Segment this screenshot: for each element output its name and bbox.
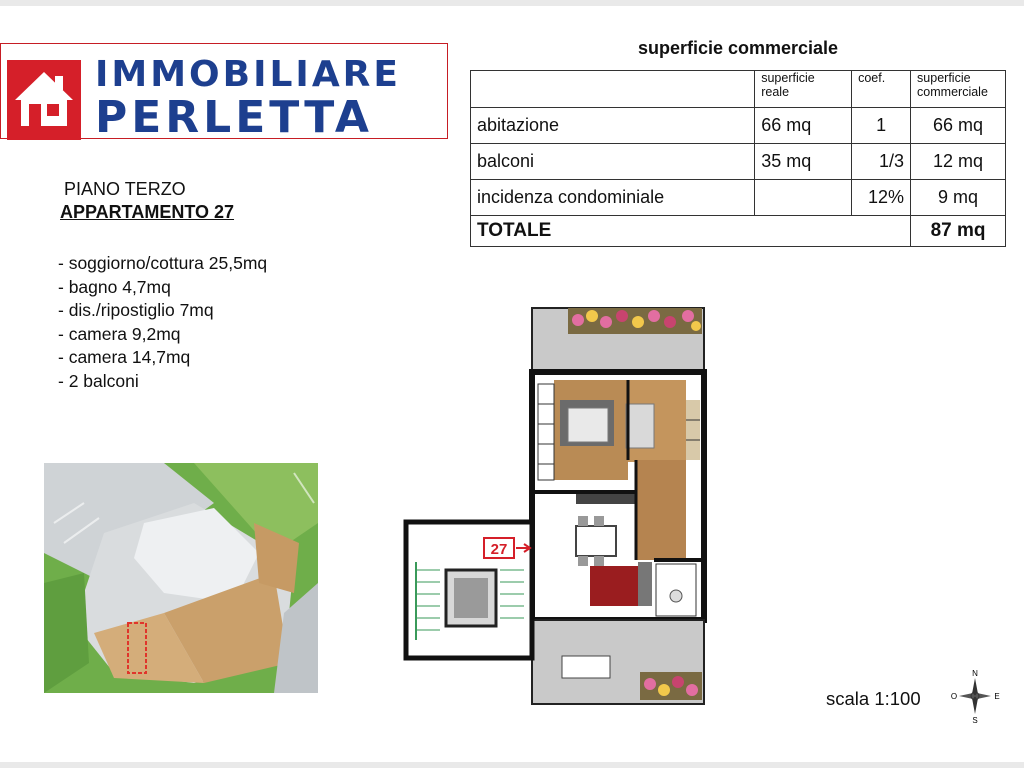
logo-line2: PERLETTA <box>95 92 373 143</box>
row-label: abitazione <box>471 108 755 144</box>
header-empty <box>471 71 755 108</box>
room-list <box>58 252 267 393</box>
top-border <box>0 0 1024 6</box>
header-superficie-commerciale: superficie commerciale <box>911 71 1006 108</box>
table-title: superficie commerciale <box>637 38 839 58</box>
list-item: - bagno 4,7mq <box>58 276 171 297</box>
building-aerial-image <box>44 463 318 693</box>
row-commerciale: 9 mq <box>911 180 1006 216</box>
compass-n: N <box>972 669 978 678</box>
compass-s: S <box>972 716 978 724</box>
row-label: incidenza condominiale <box>471 180 755 216</box>
table-total-row <box>471 216 1006 247</box>
compass-o: O <box>950 692 958 701</box>
surface-table <box>470 70 1006 247</box>
row-coef: 12% <box>852 180 911 216</box>
scale-label: scala 1:100 <box>826 688 921 709</box>
logo-line1: IMMOBILIARE <box>95 54 401 95</box>
list-item: - soggiorno/cottura 25,5mq <box>58 253 268 273</box>
compass-rose-icon <box>950 668 1000 724</box>
list-item: - camera 14,7mq <box>58 347 191 367</box>
flower-planter-bottom <box>640 672 702 700</box>
list-item: - 2 balconi <box>58 370 139 391</box>
row-reale: 35 mq <box>755 144 852 180</box>
bottom-border <box>0 762 1024 768</box>
house-icon <box>7 60 81 140</box>
table-row <box>471 180 1006 216</box>
header-coef: coef. <box>852 71 911 108</box>
row-coef: 1 <box>852 108 911 144</box>
compass-e: E <box>994 692 1000 701</box>
row-label: balconi <box>471 144 755 180</box>
floor-plan <box>400 300 720 710</box>
floor-label: PIANO TERZO <box>64 179 186 199</box>
list-item: - camera 9,2mq <box>58 323 181 344</box>
list-item: - dis./ripostiglio 7mq <box>58 300 214 320</box>
row-reale: 66 mq <box>755 108 852 144</box>
header-superficie-reale: superficie reale <box>755 71 852 108</box>
table-row <box>471 144 1006 180</box>
row-commerciale: 66 mq <box>911 108 1006 144</box>
flower-planter-top <box>568 308 702 334</box>
row-reale <box>755 180 852 216</box>
total-value: 87 mq <box>911 216 1006 247</box>
apartment-label: APPARTAMENTO 27 <box>60 202 235 222</box>
table-header-row <box>471 71 1006 108</box>
unit-number: 27 <box>490 541 508 558</box>
table-row <box>471 108 1006 144</box>
agency-logo <box>0 43 448 143</box>
total-label: TOTALE <box>471 216 911 247</box>
row-coef: 1/3 <box>852 144 911 180</box>
row-commerciale: 12 mq <box>911 144 1006 180</box>
